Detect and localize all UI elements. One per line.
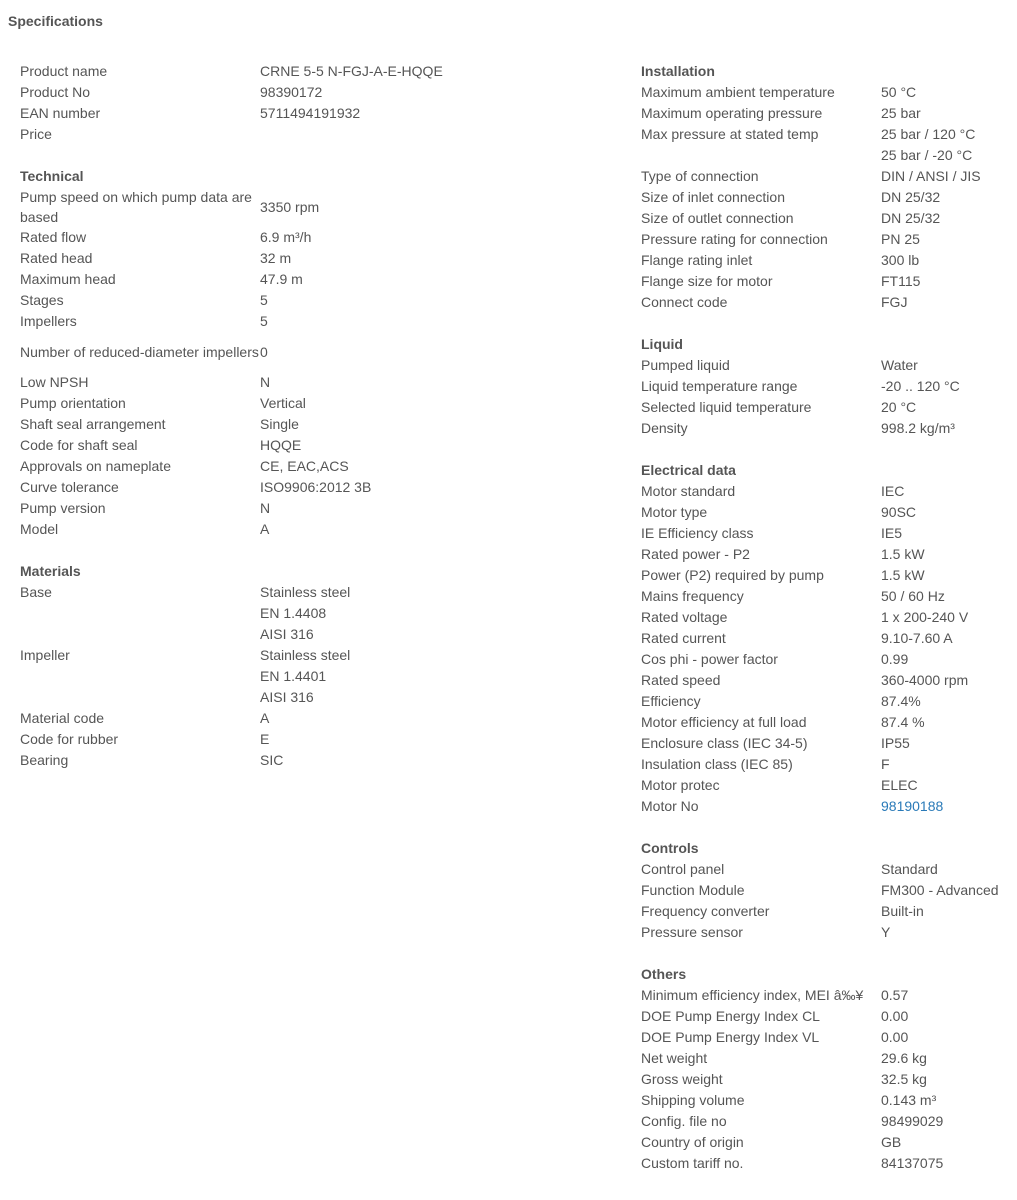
spec-row-flange-rating-inlet xyxy=(641,250,1017,271)
spec-value: 84137075 xyxy=(881,1155,944,1171)
spec-value: 32 m xyxy=(260,250,292,266)
spec-value: GB xyxy=(881,1134,902,1150)
spec-row-rated-flow xyxy=(20,227,620,248)
spec-label: Rated current xyxy=(641,630,726,646)
spec-values xyxy=(881,82,1017,103)
spec-value: 0.57 xyxy=(881,987,909,1003)
spec-values xyxy=(881,796,1017,817)
spec-values xyxy=(881,187,1017,208)
spec-values xyxy=(260,61,620,82)
spec-values xyxy=(881,292,1017,313)
spec-value: FGJ xyxy=(881,294,908,310)
general-section xyxy=(20,61,620,145)
spec-values xyxy=(260,124,620,145)
spec-values xyxy=(881,1090,1017,1111)
spec-row-frequency-converter xyxy=(641,901,1017,922)
spec-label: Density xyxy=(641,420,688,436)
spec-values xyxy=(260,103,620,124)
spec-label: Gross weight xyxy=(641,1071,723,1087)
spec-row-flange-size-for-motor xyxy=(641,271,1017,292)
spec-label: Rated power - P2 xyxy=(641,546,750,562)
spec-row-maximum-ambient-temperature xyxy=(641,82,1017,103)
spec-row-power-p2-required-by-pump xyxy=(641,565,1017,586)
spec-label: Connect code xyxy=(641,294,728,310)
spec-row-maximum-head xyxy=(20,269,620,290)
spec-row-pump-version xyxy=(20,498,620,519)
spec-values xyxy=(260,708,620,729)
spec-row-impeller xyxy=(20,645,620,708)
spec-values xyxy=(881,397,1017,418)
spec-value: Standard xyxy=(881,861,938,877)
spec-label: Efficiency xyxy=(641,693,701,709)
spec-row-country-of-origin xyxy=(641,1132,1017,1153)
installation-section xyxy=(641,61,1017,313)
spec-value: N xyxy=(260,374,271,390)
spec-values xyxy=(260,197,620,218)
spec-value: 0.00 xyxy=(881,1029,909,1045)
spec-value: IP55 xyxy=(881,735,910,751)
spec-label: Net weight xyxy=(641,1050,708,1066)
spec-values xyxy=(881,901,1017,922)
section-spacer xyxy=(20,540,620,561)
spec-label: Pressure sensor xyxy=(641,924,743,940)
spec-row-liquid-temperature-range xyxy=(641,376,1017,397)
spec-values xyxy=(881,733,1017,754)
spec-values xyxy=(881,523,1017,544)
spec-label: Impeller xyxy=(20,647,70,663)
spec-value: 47.9 m xyxy=(260,271,303,287)
spec-label: Flange size for motor xyxy=(641,273,773,289)
left-column xyxy=(20,61,620,771)
spec-value: 25 bar xyxy=(881,105,921,121)
spec-row-shaft-seal-arrangement xyxy=(20,414,620,435)
spec-value: ISO9906:2012 3B xyxy=(260,479,372,495)
spec-label: Model xyxy=(20,521,59,537)
section-title: Materials xyxy=(20,563,81,579)
spec-values xyxy=(260,342,620,363)
liquid-section xyxy=(641,334,1017,439)
spec-row-function-module xyxy=(641,880,1017,901)
spec-label: Motor type xyxy=(641,504,708,520)
spec-values xyxy=(881,649,1017,670)
spec-label: Type of connection xyxy=(641,168,759,184)
spec-label: Low NPSH xyxy=(20,374,89,390)
spec-value: 3350 rpm xyxy=(260,198,320,215)
spec-label: Liquid temperature range xyxy=(641,378,798,394)
spec-values xyxy=(260,290,620,311)
spec-values xyxy=(260,750,620,771)
spec-row-motor-no xyxy=(641,796,1017,817)
spec-row-pump-orientation xyxy=(20,393,620,414)
spec-value: EN 1.4408 xyxy=(260,605,327,621)
spec-row-code-for-rubber xyxy=(20,729,620,750)
spec-value: 9.10-7.60 A xyxy=(881,630,953,646)
spec-value: Y xyxy=(881,924,891,940)
spec-row-bearing xyxy=(20,750,620,771)
spec-label: Shaft seal arrangement xyxy=(20,416,166,432)
spec-value: 5711494191932 xyxy=(260,105,361,121)
spec-row-selected-liquid-temperature xyxy=(641,397,1017,418)
spec-values xyxy=(881,859,1017,880)
spec-value: 5 xyxy=(260,313,268,329)
spec-row-maximum-operating-pressure xyxy=(641,103,1017,124)
spec-row-doe-pump-energy-index-cl xyxy=(641,1006,1017,1027)
spec-value: DN 25/32 xyxy=(881,189,941,205)
spec-values xyxy=(881,1069,1017,1090)
spec-row-size-of-outlet-connection xyxy=(641,208,1017,229)
spec-values xyxy=(881,103,1017,124)
spec-row-efficiency xyxy=(641,691,1017,712)
spec-label: Rated flow xyxy=(20,229,87,245)
spec-value: 998.2 kg/m³ xyxy=(881,420,955,436)
spec-values xyxy=(260,414,620,435)
spec-row-product-name xyxy=(20,61,620,82)
electrical-section xyxy=(641,460,1017,817)
spec-label: Base xyxy=(20,584,52,600)
spec-values xyxy=(881,565,1017,586)
spec-label: Motor No xyxy=(641,798,699,814)
spec-value: 0 xyxy=(260,343,268,360)
spec-row-density xyxy=(641,418,1017,439)
spec-label: Motor efficiency at full load xyxy=(641,714,807,730)
spec-label: Motor protec xyxy=(641,777,720,793)
spec-value: Stainless steel xyxy=(260,584,351,600)
section-spacer xyxy=(641,313,1017,334)
spec-values xyxy=(260,82,620,103)
spec-value: FT115 xyxy=(881,273,921,289)
spec-value: A xyxy=(260,710,270,726)
spec-values xyxy=(881,586,1017,607)
spec-label: Country of origin xyxy=(641,1134,744,1150)
spec-row-config-file-no xyxy=(641,1111,1017,1132)
spec-row-insulation-class-iec-85 xyxy=(641,754,1017,775)
section-title: Controls xyxy=(641,840,699,856)
spec-value: -20 .. 120 °C xyxy=(881,378,960,394)
spec-values xyxy=(260,477,620,498)
spec-label: Pump orientation xyxy=(20,395,126,411)
spec-row-price xyxy=(20,124,620,145)
right-column xyxy=(641,61,1017,1174)
spec-value: SIC xyxy=(260,752,284,768)
spec-values xyxy=(260,227,620,248)
spec-row-mains-frequency xyxy=(641,586,1017,607)
spec-row-approvals-on-nameplate xyxy=(20,456,620,477)
spec-value: 98499029 xyxy=(881,1113,944,1129)
spec-label: Product No xyxy=(20,84,91,100)
spec-label: Stages xyxy=(20,292,64,308)
spec-label: Price xyxy=(20,126,52,142)
spec-label: Approvals on nameplate xyxy=(20,458,171,474)
spec-value: 300 lb xyxy=(881,252,920,268)
spec-value: Vertical xyxy=(260,395,306,411)
spec-label: Impellers xyxy=(20,313,77,329)
section-spacer xyxy=(641,943,1017,964)
spec-row-connect-code xyxy=(641,292,1017,313)
spec-label: Pump version xyxy=(20,500,106,516)
spec-row-ie-efficiency-class xyxy=(641,523,1017,544)
spec-value: EN 1.4401 xyxy=(260,668,327,684)
spec-label: Pumped liquid xyxy=(641,357,730,373)
spec-label: Size of inlet connection xyxy=(641,189,785,205)
spec-row-net-weight xyxy=(641,1048,1017,1069)
spec-label: Size of outlet connection xyxy=(641,210,794,226)
spec-value: E xyxy=(260,731,270,747)
spec-value: HQQE xyxy=(260,437,302,453)
spec-row-rated-voltage xyxy=(641,607,1017,628)
spec-values xyxy=(881,481,1017,502)
spec-label: Selected liquid temperature xyxy=(641,399,812,415)
spec-value: AISI 316 xyxy=(260,689,314,705)
spec-label: Maximum ambient temperature xyxy=(641,84,835,100)
spec-row-curve-tolerance xyxy=(20,477,620,498)
spec-row-base xyxy=(20,582,620,645)
spec-label: Bearing xyxy=(20,752,69,768)
spec-values xyxy=(260,372,620,393)
spec-values xyxy=(881,502,1017,523)
spec-value: 0.143 m³ xyxy=(881,1092,937,1108)
spec-label: DOE Pump Energy Index VL xyxy=(641,1029,820,1045)
spec-values xyxy=(260,519,620,540)
spec-label: Rated voltage xyxy=(641,609,728,625)
spec-label: Product name xyxy=(20,63,108,79)
spec-value: 87.4% xyxy=(881,693,921,709)
spec-value: A xyxy=(260,521,270,537)
spec-value: 360-4000 rpm xyxy=(881,672,969,688)
spec-value: Stainless steel xyxy=(260,647,351,663)
spec-values xyxy=(881,670,1017,691)
spec-row-number-of-reduced-diameter-impellers xyxy=(20,332,620,372)
spec-row-enclosure-class-iec-34-5 xyxy=(641,733,1017,754)
spec-values xyxy=(881,985,1017,1006)
section-title: Electrical data xyxy=(641,462,736,478)
spec-row-motor-type xyxy=(641,502,1017,523)
spec-row-shipping-volume xyxy=(641,1090,1017,1111)
spec-row-gross-weight xyxy=(641,1069,1017,1090)
spec-values xyxy=(881,880,1017,901)
spec-label: Maximum head xyxy=(20,271,116,287)
spec-values xyxy=(881,355,1017,376)
spec-value: FM300 - Advanced xyxy=(881,882,999,898)
spec-value: PN 25 xyxy=(881,231,920,247)
spec-values xyxy=(881,250,1017,271)
spec-values xyxy=(881,607,1017,628)
spec-value: CRNE 5-5 N-FGJ-A-E-HQQE xyxy=(260,63,443,79)
spec-values xyxy=(881,166,1017,187)
spec-row-ean-number xyxy=(20,103,620,124)
spec-value: DIN / ANSI / JIS xyxy=(881,168,981,184)
spec-value: 25 bar / -20 °C xyxy=(881,147,973,163)
spec-value: 29.6 kg xyxy=(881,1050,927,1066)
spec-values xyxy=(881,544,1017,565)
section-title: Installation xyxy=(641,63,715,79)
spec-label: Curve tolerance xyxy=(20,479,119,495)
section-title: Others xyxy=(641,966,687,982)
spec-values xyxy=(881,754,1017,775)
spec-values xyxy=(260,248,620,269)
spec-value: 25 bar / 120 °C xyxy=(881,126,976,142)
spec-label: Enclosure class (IEC 34-5) xyxy=(641,735,808,751)
technical-section xyxy=(20,166,620,540)
spec-value: Single xyxy=(260,416,299,432)
spec-row-motor-standard xyxy=(641,481,1017,502)
spec-row-minimum-efficiency-index-mei xyxy=(641,985,1017,1006)
spec-row-pressure-sensor xyxy=(641,922,1017,943)
spec-label: Pressure rating for connection xyxy=(641,231,828,247)
materials-section xyxy=(20,561,620,771)
spec-label: Rated head xyxy=(20,250,93,266)
spec-values xyxy=(260,269,620,290)
spec-label: Max pressure at stated temp xyxy=(641,126,819,142)
spec-values xyxy=(260,311,620,332)
spec-row-material-code xyxy=(20,708,620,729)
spec-label: Mains frequency xyxy=(641,588,744,604)
spec-values xyxy=(881,271,1017,292)
spec-values xyxy=(881,712,1017,733)
spec-row-product-no xyxy=(20,82,620,103)
spec-row-low-npsh xyxy=(20,372,620,393)
spec-value: 98390172 xyxy=(260,84,323,100)
spec-values xyxy=(881,1027,1017,1048)
spec-value: 32.5 kg xyxy=(881,1071,927,1087)
spec-values xyxy=(881,1048,1017,1069)
spec-row-custom-tariff-no xyxy=(641,1153,1017,1174)
spec-row-size-of-inlet-connection xyxy=(641,187,1017,208)
spec-label: Motor standard xyxy=(641,483,736,499)
spec-label: Pump speed on which pump data are based xyxy=(20,189,252,225)
controls-section xyxy=(641,838,1017,943)
spec-label: Frequency converter xyxy=(641,903,770,919)
spec-values xyxy=(881,691,1017,712)
spec-row-rated-head xyxy=(20,248,620,269)
spec-value: ELEC xyxy=(881,777,918,793)
spec-row-rated-speed xyxy=(641,670,1017,691)
spec-value: AISI 316 xyxy=(260,626,314,642)
spec-label: Rated speed xyxy=(641,672,721,688)
spec-row-pressure-rating-for-connection xyxy=(641,229,1017,250)
section-spacer xyxy=(641,817,1017,838)
spec-row-rated-current xyxy=(641,628,1017,649)
spec-label: Minimum efficiency index, MEI â‰¥ xyxy=(641,987,864,1003)
spec-row-rated-power-p2 xyxy=(641,544,1017,565)
spec-label: Function Module xyxy=(641,882,745,898)
spec-value: IE5 xyxy=(881,525,903,541)
spec-value: 0.99 xyxy=(881,651,909,667)
spec-row-doe-pump-energy-index-vl xyxy=(641,1027,1017,1048)
spec-values xyxy=(260,729,620,750)
spec-row-cos-phi-power-factor xyxy=(641,649,1017,670)
spec-value: Built-in xyxy=(881,903,924,919)
spec-value: Water xyxy=(881,357,918,373)
spec-label: Shipping volume xyxy=(641,1092,745,1108)
spec-values xyxy=(260,393,620,414)
spec-values xyxy=(881,1132,1017,1153)
spec-label: Maximum operating pressure xyxy=(641,105,823,121)
spec-value: 20 °C xyxy=(881,399,917,415)
spec-values xyxy=(260,435,620,456)
spec-label: IE Efficiency class xyxy=(641,525,754,541)
spec-values xyxy=(881,376,1017,397)
spec-values xyxy=(881,922,1017,943)
spec-label: EAN number xyxy=(20,105,101,121)
spec-label: Code for rubber xyxy=(20,731,119,747)
spec-row-motor-efficiency-at-full-load xyxy=(641,712,1017,733)
spec-value: 0.00 xyxy=(881,1008,909,1024)
spec-row-motor-protec xyxy=(641,775,1017,796)
spec-values xyxy=(881,418,1017,439)
spec-label: Cos phi - power factor xyxy=(641,651,778,667)
section-spacer xyxy=(20,145,620,166)
spec-label: Flange rating inlet xyxy=(641,252,753,268)
spec-values xyxy=(260,456,620,477)
section-spacer xyxy=(641,439,1017,460)
spec-values xyxy=(881,208,1017,229)
spec-row-impellers xyxy=(20,311,620,332)
spec-value: 50 / 60 Hz xyxy=(881,588,945,604)
spec-value: F xyxy=(881,756,890,772)
spec-values xyxy=(881,1111,1017,1132)
spec-row-pump-speed-on-which-pump-data-are-based xyxy=(20,187,620,227)
spec-values xyxy=(260,582,620,645)
spec-label: Code for shaft seal xyxy=(20,437,138,453)
spec-value: 6.9 m³/h xyxy=(260,229,312,245)
page-title: Specifications xyxy=(8,13,103,29)
spec-value xyxy=(260,124,620,145)
spec-label: Config. file no xyxy=(641,1113,727,1129)
spec-value: 1.5 kW xyxy=(881,546,925,562)
spec-label: Number of reduced-diameter impellers xyxy=(20,344,259,360)
motor-number-link[interactable]: 98190188 xyxy=(881,798,944,814)
spec-value: 87.4 % xyxy=(881,714,925,730)
spec-row-model xyxy=(20,519,620,540)
spec-values xyxy=(881,124,1017,166)
spec-value: 1.5 kW xyxy=(881,567,925,583)
spec-value: 5 xyxy=(260,292,268,308)
spec-value: 50 °C xyxy=(881,84,917,100)
spec-value: 1 x 200-240 V xyxy=(881,609,969,625)
spec-values xyxy=(881,775,1017,796)
spec-row-control-panel xyxy=(641,859,1017,880)
spec-value: DN 25/32 xyxy=(881,210,941,226)
spec-value: N xyxy=(260,500,271,516)
spec-row-pumped-liquid xyxy=(641,355,1017,376)
spec-values xyxy=(260,498,620,519)
spec-values xyxy=(881,628,1017,649)
spec-value: 90SC xyxy=(881,504,917,520)
spec-values xyxy=(260,645,620,708)
spec-label: DOE Pump Energy Index CL xyxy=(641,1008,820,1024)
spec-values xyxy=(881,229,1017,250)
section-title: Technical xyxy=(20,168,84,184)
others-section xyxy=(641,964,1017,1174)
spec-row-stages xyxy=(20,290,620,311)
section-title: Liquid xyxy=(641,336,683,352)
spec-label: Insulation class (IEC 85) xyxy=(641,756,793,772)
spec-label: Custom tariff no. xyxy=(641,1155,744,1171)
spec-value: CE, EAC,ACS xyxy=(260,458,349,474)
spec-label: Power (P2) required by pump xyxy=(641,567,824,583)
spec-values xyxy=(881,1006,1017,1027)
spec-row-type-of-connection xyxy=(641,166,1017,187)
spec-label: Control panel xyxy=(641,861,725,877)
spec-row-max-pressure-at-stated-temp xyxy=(641,124,1017,166)
spec-row-code-for-shaft-seal xyxy=(20,435,620,456)
spec-value: IEC xyxy=(881,483,905,499)
spec-label: Material code xyxy=(20,710,105,726)
spec-values xyxy=(881,1153,1017,1174)
